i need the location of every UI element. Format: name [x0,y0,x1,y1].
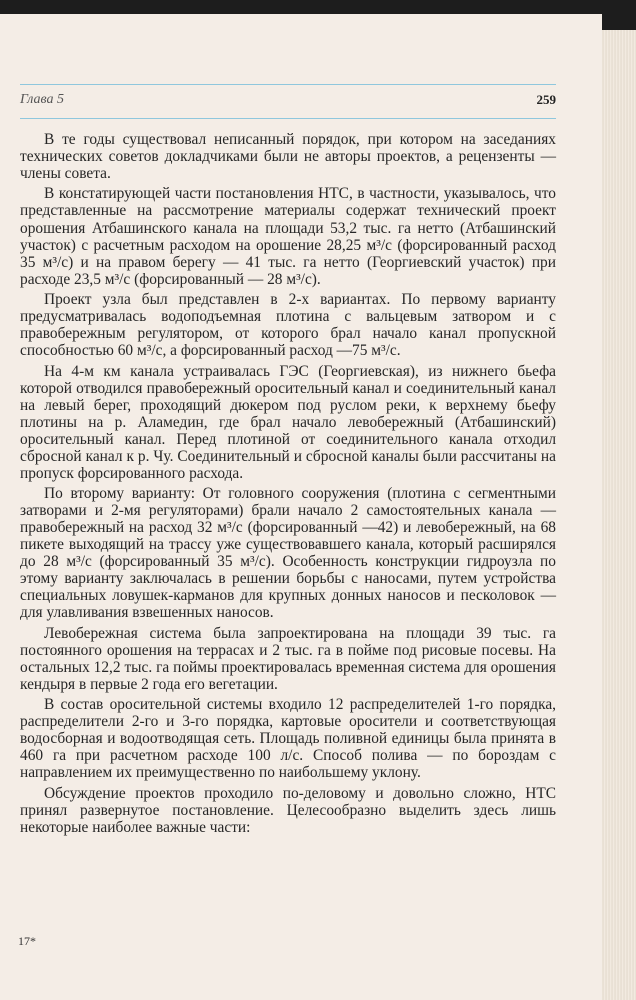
paragraph: Проект узла был представлен в 2-х вариантах. По первому варианту предусматривалась водоподъемная плотина с вальцевым затвором и с правобережным регулятором, от которого брал начало канал пропускной способностью 60 м³/с, а форсированный расход —75 м³/с. [20,291,556,360]
paragraph: Левобережная система была запроектирована на площади 39 тыс. га постоянного орошения на террасах и 2 тыс. га в пойме под рисовые посевы. На остальных 12,2 тыс. га поймы проектировалась временная система для орошения кендыря в первые 2 года его вегетации. [20,624,556,693]
paragraph: Обсуждение проектов проходило по-деловому и довольно сложно, НТС принял развернутое постановление. Целесообразно выделить здесь лишь некоторые наиболее важные части: [20,784,556,836]
running-head [20,92,556,112]
body-text [20,131,556,839]
paragraph: По второму варианту: От головного сооружения (плотина с сегментными затворами и 2-мя регуляторами) брали начало 2 самостоятельных канала — правобережный на расход 32 м³/с (форсированный —42) и левобережный, на 68 пикете выходящий на трассу уже существовавшего канала, который расширялся до 28 м³/с (форсированный 35 м³/с). Особенность конструкции гидроузла по этому варианту заключалась в решении борьбы с наносами, путем устройства специальных ловушек-карманов для крупных донных наносов и песколовок — для улавливания взвешенных наносов. [20,485,556,622]
paragraph: В состав оросительной системы входило 12 распределителей 1-го порядка, распределители 2-го и 3-го порядка, картовые оросители и соответствующая водосборная и водоотводящая сеть. Площадь поливной единицы была принята в 460 га при расчетном расходе 100 л/с. Способ полива — по бороздам с направлением их преимущественно по наибольшему уклону. [20,696,556,782]
page-edge-stack [602,30,636,1000]
header-rule-top [20,84,556,85]
page-number: 259 [536,92,556,107]
paragraph: На 4-м км канала устраивалась ГЭС (Георгиевская), из нижнего бьефа которой отводился правобережный оросительный канал и соединительный канал на левый берег, проходящий дюкером под руслом реки, к верхнему бьефу плотины на р. Аламедин, где брал начало левобережный (Атбашинский) оросительный канал. Перед плотиной от соединительного канала отходил сбросной канал к р. Чу. Соединительный и сбросной каналы были рассчитаны на пропуск форсированного расхода. [20,362,556,482]
chapter-title: Глава 5 [20,92,64,107]
signature-mark: 17* [18,934,36,948]
paragraph: В констатирующей части постановления НТС, в частности, указывалось, что представленные на рассмотрение материалы содержат технический проект орошения Атбашинского канала на площади 53,2 тыс. га нетто (Атбашинский участок) с расчетным расходом на орошение 28,25 м³/с (форсированный расход 35 м³/с) и на правом берегу — 41 тыс. га нетто (Георгиевский участок) при расходе 23,5 м³/с (форсированный — 28 м³/с). [20,185,556,288]
header-rule-bottom [20,118,556,119]
paragraph: В те годы существовал неписанный порядок, при котором на заседаниях технических советов докладчиками были не авторы проектов, а рецензенты — члены совета. [20,131,556,183]
